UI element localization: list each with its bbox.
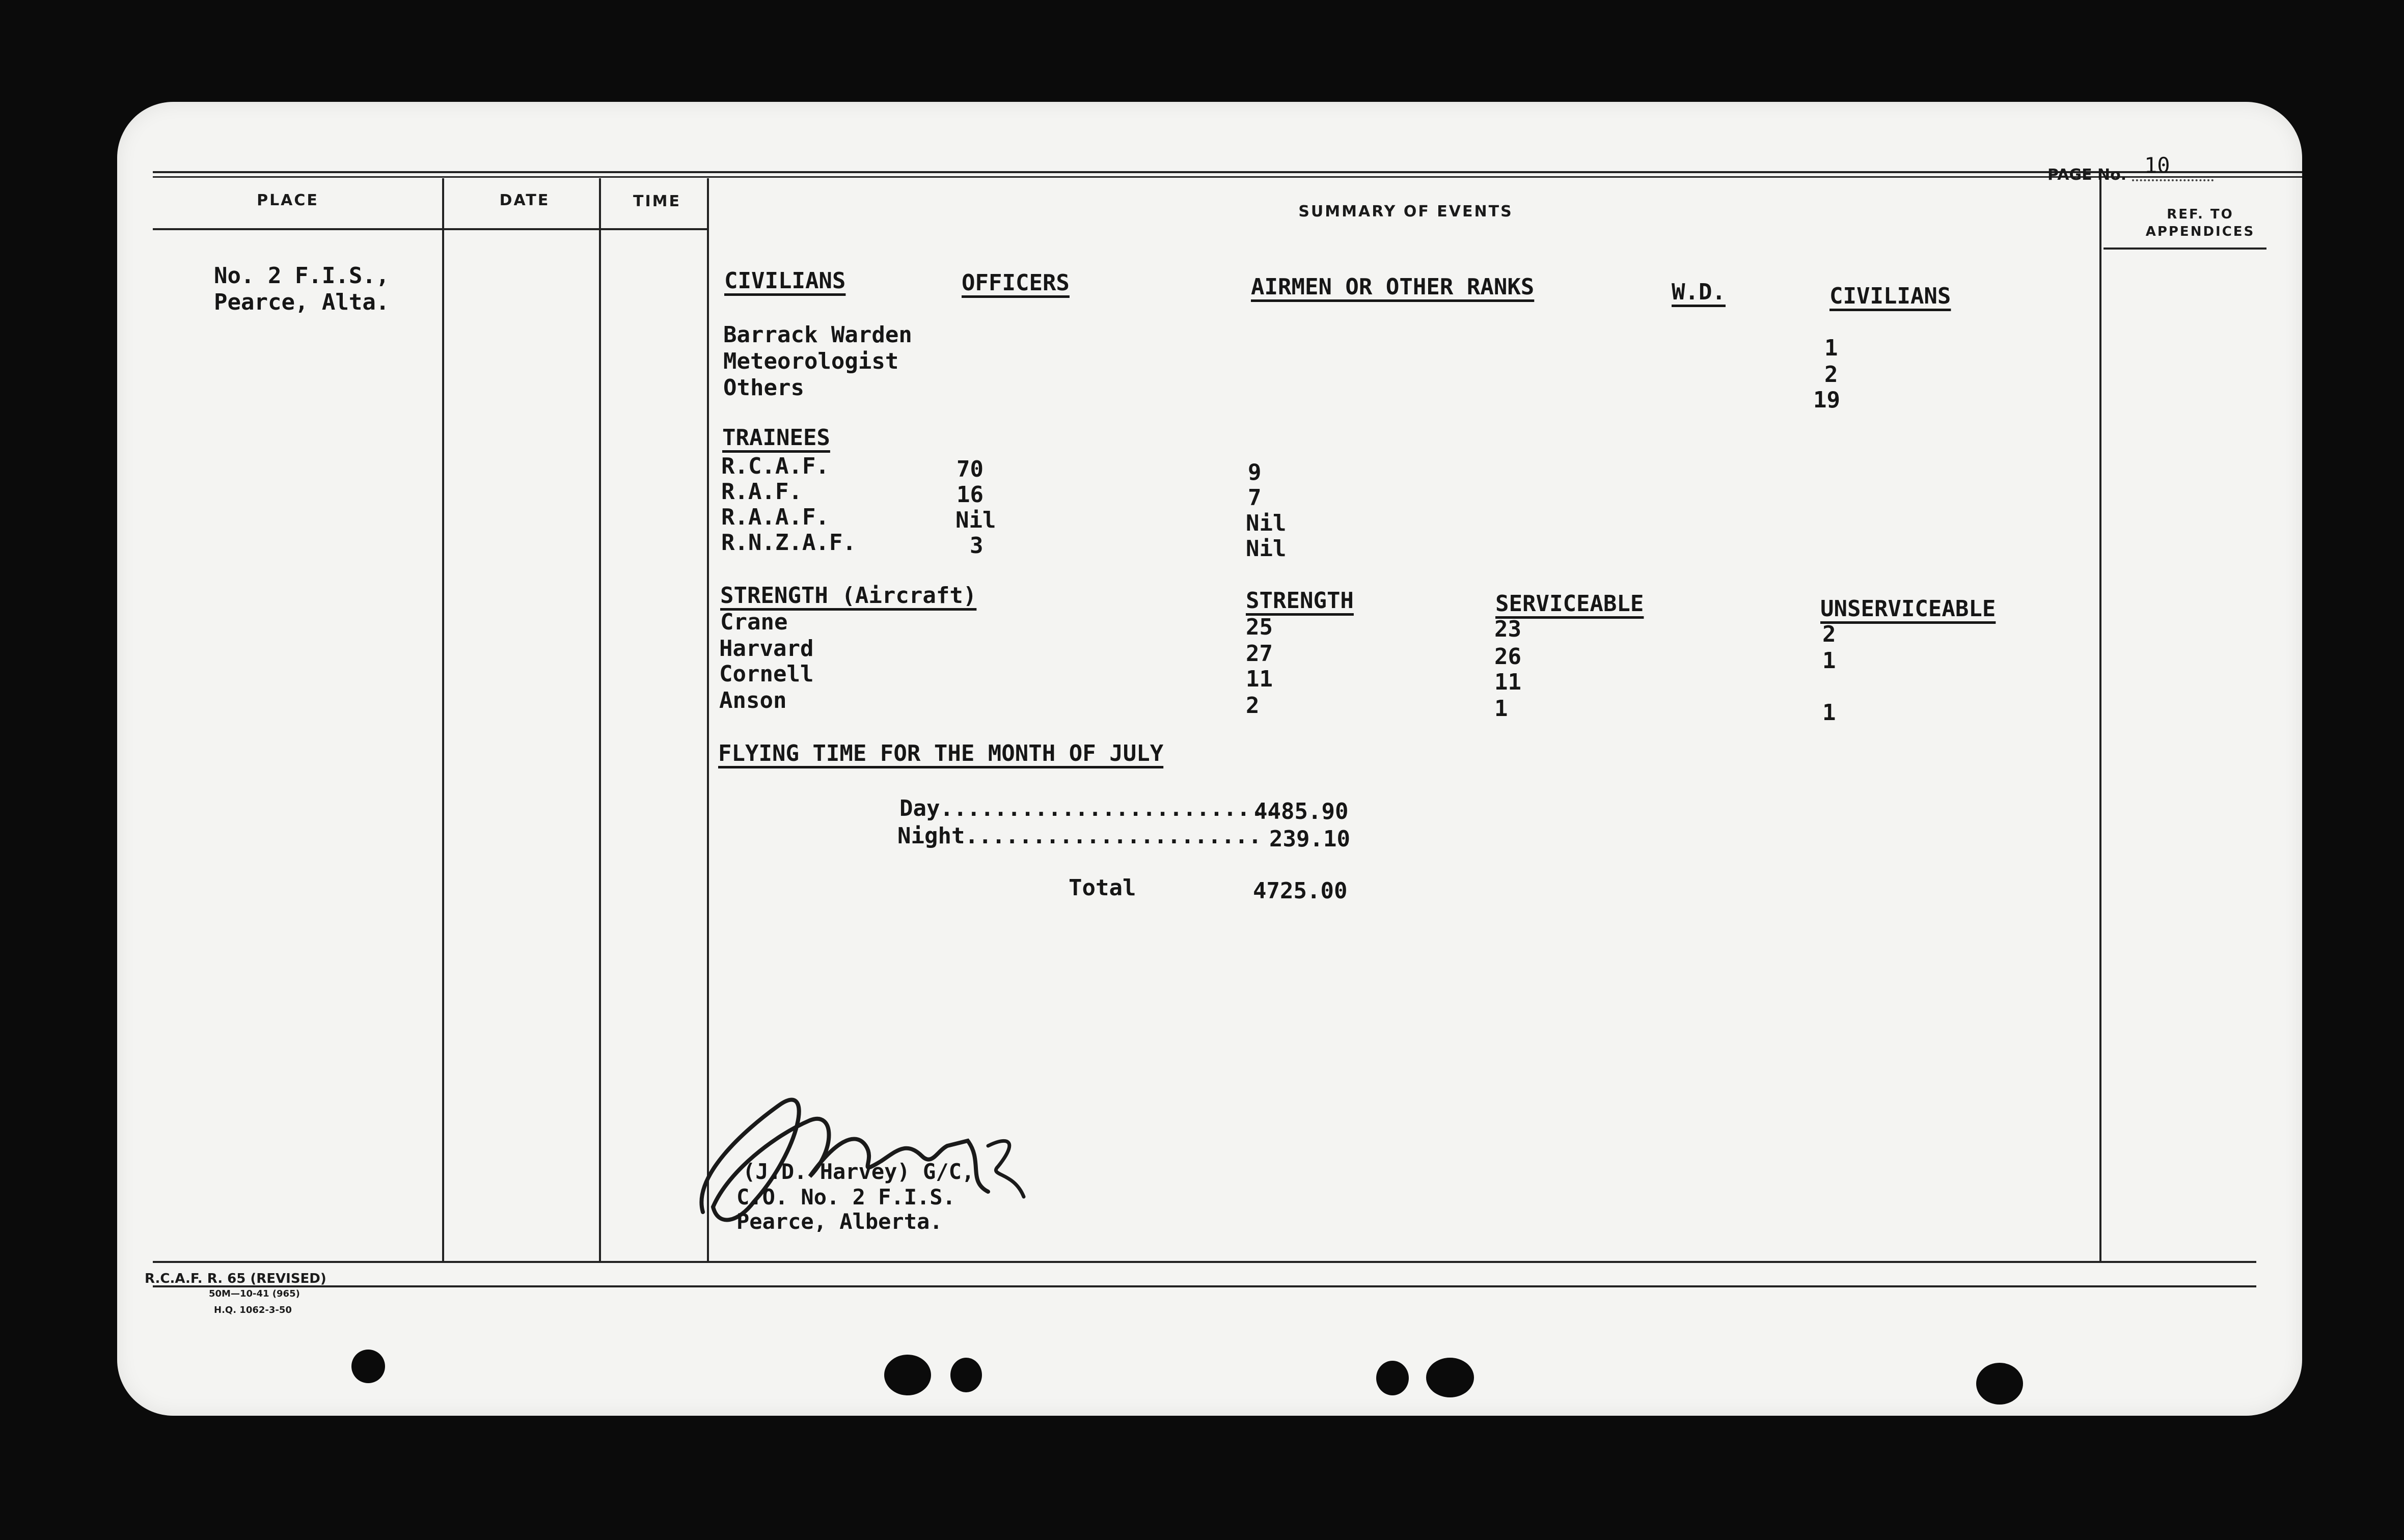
- trainee-airmen: 7: [1248, 485, 1262, 511]
- ref-header-line2: APPENDICES: [2145, 224, 2255, 239]
- page-no-value: 10: [2144, 153, 2170, 178]
- punch-hole: [1976, 1363, 2023, 1405]
- diary-form-card: [117, 102, 2302, 1416]
- aircraft-type: Harvard: [719, 636, 814, 662]
- trainee-airmen: Nil: [1246, 510, 1287, 536]
- form-footer-line-3: H.Q. 1062-3-50: [214, 1305, 292, 1315]
- signature-line-3: Pearce, Alberta.: [736, 1209, 943, 1234]
- trainee-officers: 70: [957, 456, 984, 482]
- top-rule-2: [153, 176, 2302, 178]
- heading-trainees: TRAINEES: [722, 425, 830, 451]
- flying-night-label: Night......................: [897, 823, 1262, 849]
- trainee-officers: 3: [970, 533, 984, 559]
- bottom-rule-2: [153, 1285, 2256, 1287]
- heading-civilians-right: CIVILIANS: [1829, 283, 1951, 309]
- ref-header-line1: REF. TO: [2167, 207, 2234, 222]
- civilian-row-count: 1: [1824, 335, 1838, 361]
- signature-line-1: (J.D. Harvey) G/C,: [743, 1159, 975, 1184]
- aircraft-serviceable: 23: [1494, 616, 1521, 642]
- flying-day-value: 4485.90: [1254, 799, 1349, 824]
- header-rule-right: [2104, 248, 2266, 250]
- trainee-officers: 16: [957, 482, 984, 508]
- top-rule: [153, 171, 2302, 173]
- date-header: DATE: [499, 191, 550, 209]
- aircraft-strength: 25: [1246, 614, 1273, 640]
- trainee-airmen: Nil: [1246, 536, 1287, 562]
- flying-night-value: 239.10: [1269, 826, 1350, 852]
- aircraft-strength: 2: [1246, 693, 1260, 719]
- flying-day-label: Day.........................: [899, 795, 1277, 821]
- place-line-2: Pearce, Alta.: [214, 289, 390, 315]
- place-line-1: No. 2 F.I.S.,: [214, 263, 390, 289]
- aircraft-strength: 11: [1246, 666, 1273, 692]
- heading-wd: W.D.: [1672, 279, 1726, 305]
- heading-serviceable: SERVICEABLE: [1495, 591, 1644, 617]
- trainee-officers: Nil: [955, 507, 996, 533]
- heading-airmen: AIRMEN OR OTHER RANKS: [1251, 274, 1535, 300]
- aircraft-unserviceable: 1: [1822, 700, 1836, 726]
- column-divider-date: [599, 178, 601, 1262]
- punch-hole: [884, 1355, 931, 1395]
- aircraft-unserviceable: 2: [1822, 621, 1836, 647]
- aircraft-strength: 27: [1246, 641, 1273, 667]
- heading-civilians-left: CIVILIANS: [724, 268, 846, 294]
- civilian-row-label: Others: [723, 375, 804, 401]
- punch-hole: [351, 1350, 385, 1383]
- heading-unserviceable: UNSERVICEABLE: [1820, 596, 1996, 622]
- flying-total-label: Total: [1069, 875, 1136, 901]
- civilian-row-count: 19: [1813, 387, 1840, 413]
- form-footer-line-1: R.C.A.F. R. 65 (REVISED): [145, 1271, 326, 1286]
- column-divider-place: [442, 178, 444, 1262]
- aircraft-serviceable: 26: [1494, 644, 1521, 670]
- aircraft-type: Crane: [720, 609, 788, 635]
- trainee-label: R.A.A.F.: [721, 504, 829, 530]
- bottom-rule: [153, 1261, 2256, 1263]
- aircraft-type: Anson: [719, 688, 787, 713]
- page-no-dotted-line: [2132, 179, 2214, 181]
- heading-strength: STRENGTH: [1246, 588, 1354, 614]
- heading-flying-time: FLYING TIME FOR THE MONTH OF JULY: [718, 740, 1164, 766]
- page-no-label: PAGE No.: [2047, 166, 2127, 184]
- aircraft-unserviceable: 1: [1822, 648, 1836, 674]
- trainee-airmen: 9: [1248, 459, 1262, 485]
- summary-header: SUMMARY OF EVENTS: [1298, 203, 1513, 221]
- punch-hole: [950, 1358, 982, 1392]
- flying-total-value: 4725.00: [1253, 878, 1348, 904]
- civilian-row-label: Barrack Warden: [723, 322, 912, 348]
- trainee-label: R.N.Z.A.F.: [721, 530, 856, 556]
- column-divider-summary: [2099, 178, 2101, 1262]
- punch-hole: [1426, 1358, 1474, 1397]
- signature-line-2: C.O. No. 2 F.I.S.: [736, 1185, 955, 1209]
- aircraft-type: Cornell: [719, 661, 814, 687]
- civilian-row-count: 2: [1824, 362, 1838, 388]
- trainee-label: R.A.F.: [721, 479, 802, 505]
- place-header: PLACE: [257, 191, 319, 209]
- header-rule-left: [153, 228, 708, 230]
- form-footer-line-2: 50M—10-41 (965): [209, 1288, 300, 1299]
- heading-aircraft-strength: STRENGTH (Aircraft): [720, 583, 977, 609]
- time-header: TIME: [633, 193, 681, 210]
- aircraft-serviceable: 1: [1494, 696, 1508, 722]
- aircraft-serviceable: 11: [1494, 669, 1521, 695]
- punch-hole: [1376, 1361, 1409, 1395]
- civilian-row-label: Meteorologist: [723, 348, 899, 374]
- heading-officers: OFFICERS: [962, 270, 1070, 296]
- trainee-label: R.C.A.F.: [721, 453, 829, 479]
